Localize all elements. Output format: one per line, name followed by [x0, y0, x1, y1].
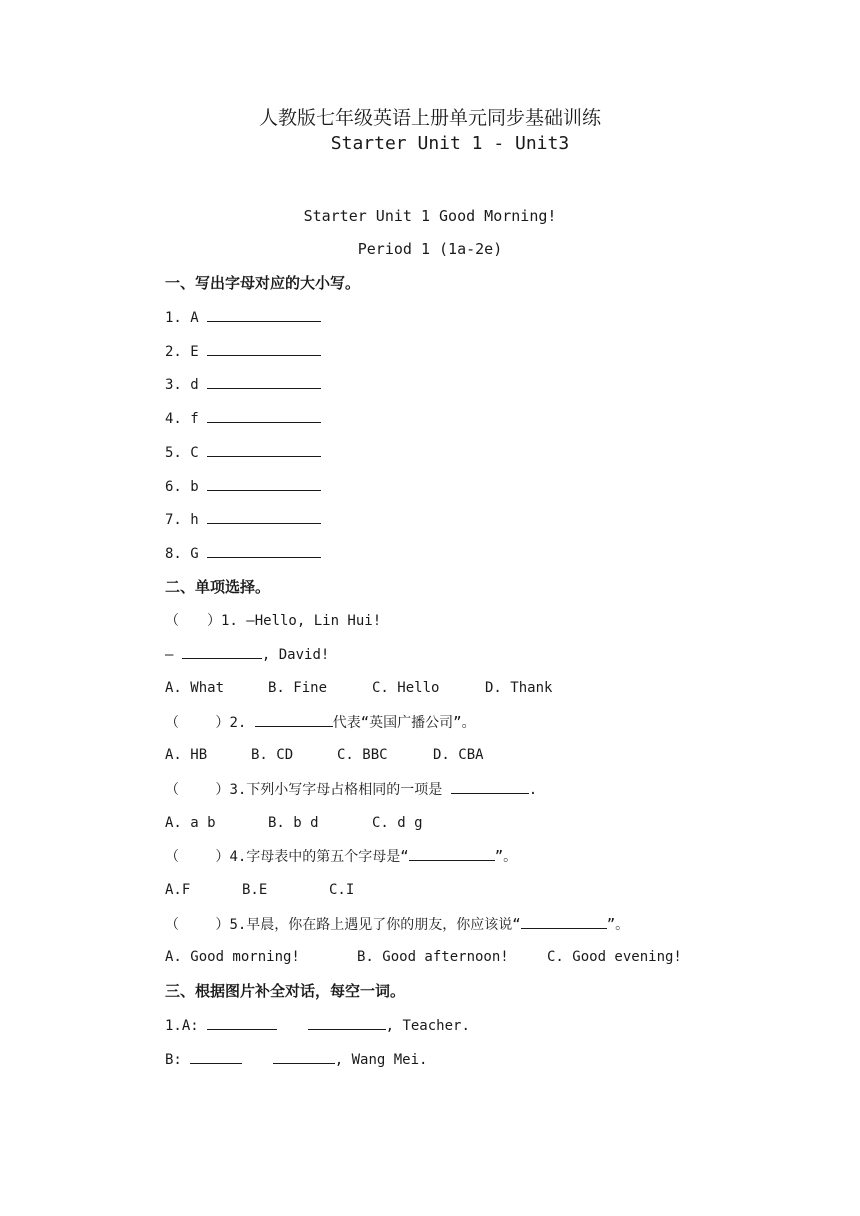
option: B. CD	[251, 747, 294, 763]
answer-blank[interactable]	[207, 307, 321, 322]
answer-blank[interactable]	[255, 712, 333, 727]
question-4	[165, 846, 517, 867]
option: B. Good afternoon!	[357, 949, 509, 965]
reply-dash: —	[165, 647, 174, 663]
option: B.E	[242, 882, 268, 898]
item-letter: C	[190, 445, 199, 461]
answer-blank[interactable]	[207, 374, 321, 389]
option: C. BBC	[337, 747, 388, 763]
item-number: 2.	[165, 344, 182, 360]
answer-blank[interactable]	[207, 476, 321, 491]
option: D. CBA	[433, 747, 484, 763]
item-number: 3.	[165, 377, 182, 393]
item-number: 7.	[165, 512, 182, 528]
section-1-heading: 一、写出字母对应的大小写。	[165, 274, 361, 292]
option: C.I	[329, 882, 355, 898]
answer-paren[interactable]: （ ）	[165, 715, 230, 731]
item-letter: f	[190, 411, 199, 427]
option: A. What	[165, 680, 225, 696]
option: D. Thank	[485, 680, 553, 696]
item-number: 6.	[165, 479, 182, 495]
answer-paren[interactable]: （ ）	[165, 613, 221, 629]
question-4-options	[165, 880, 354, 900]
question-2-options	[165, 745, 484, 765]
question-end: ”。	[606, 917, 630, 933]
document-subtitle: Starter Unit 1 - Unit3	[330, 133, 570, 154]
question-2	[165, 712, 476, 733]
reply-text: , David!	[261, 647, 330, 663]
question-end: ”。	[494, 849, 518, 865]
section-2-heading: 二、单项选择。	[165, 578, 271, 596]
option: C. Good evening!	[547, 949, 682, 965]
letter-item	[165, 442, 321, 463]
question-end: .	[528, 782, 538, 798]
item-letter: d	[190, 377, 199, 393]
option: A. Good morning!	[165, 949, 300, 965]
option: C. d g	[372, 815, 423, 831]
item-letter: G	[190, 546, 199, 562]
answer-blank[interactable]	[308, 1015, 386, 1030]
unit-title: Starter Unit 1 Good Morning!	[303, 207, 557, 225]
section-3-heading: 三、根据图片补全对话，每空一词。	[165, 982, 406, 1000]
letter-item	[165, 476, 321, 497]
question-stem: 5.早晨，你在路上遇见了你的朋友，你应该说“	[229, 917, 521, 933]
question-stem: 3.下列小写字母占格相同的一项是	[229, 782, 443, 798]
dialogue-text: , Teacher.	[385, 1018, 470, 1034]
item-letter: b	[190, 479, 199, 495]
answer-blank[interactable]	[190, 1049, 242, 1064]
letter-item	[165, 408, 321, 429]
option: C. Hello	[372, 680, 440, 696]
question-1-options	[165, 678, 552, 698]
question-1-reply	[165, 644, 329, 665]
option: A.F	[165, 882, 191, 898]
item-number: 8.	[165, 546, 182, 562]
dialogue-text: , Wang Mei.	[334, 1052, 428, 1068]
answer-blank[interactable]	[409, 846, 495, 861]
speaker-label: B:	[165, 1052, 182, 1068]
answer-paren[interactable]: （ ）	[165, 782, 230, 798]
option: B. Fine	[268, 680, 328, 696]
answer-blank[interactable]	[451, 779, 529, 794]
letter-item	[165, 341, 321, 362]
question-5-options	[165, 947, 682, 967]
answer-blank[interactable]	[207, 1015, 277, 1030]
letter-item	[165, 543, 321, 564]
question-3-options	[165, 813, 423, 833]
answer-blank[interactable]	[207, 408, 321, 423]
answer-blank[interactable]	[182, 644, 262, 659]
answer-blank[interactable]	[273, 1049, 335, 1064]
question-text: 代表“英国广播公司”。	[332, 715, 476, 731]
question-stem: 1. —Hello, Lin Hui!	[221, 613, 382, 629]
speaker-label: 1.A:	[165, 1018, 199, 1034]
answer-paren[interactable]: （ ）	[165, 849, 230, 865]
answer-blank[interactable]	[521, 914, 607, 929]
item-number: 1.	[165, 310, 182, 326]
item-number: 4.	[165, 411, 182, 427]
letter-item	[165, 509, 321, 530]
item-letter: A	[190, 310, 199, 326]
letter-item	[165, 374, 321, 395]
dialogue-line-a	[165, 1015, 470, 1036]
option: A. a b	[165, 815, 216, 831]
answer-blank[interactable]	[207, 442, 321, 457]
question-5	[165, 914, 629, 935]
option: A. HB	[165, 747, 208, 763]
question-3	[165, 779, 537, 800]
period-label: Period 1 (1a-2e)	[357, 240, 503, 258]
dialogue-line-b	[165, 1049, 427, 1070]
question-1	[165, 611, 381, 631]
answer-blank[interactable]	[207, 543, 321, 558]
document-title: 人教版七年级英语上册单元同步基础训练	[258, 107, 601, 129]
answer-blank[interactable]	[207, 341, 321, 356]
item-letter: E	[190, 344, 199, 360]
question-number: 2.	[229, 715, 247, 731]
option: B. b d	[268, 815, 319, 831]
item-letter: h	[190, 512, 199, 528]
question-stem: 4.字母表中的第五个字母是“	[229, 849, 409, 865]
letter-item	[165, 307, 321, 328]
answer-blank[interactable]	[207, 509, 321, 524]
answer-paren[interactable]: （ ）	[165, 917, 230, 933]
item-number: 5.	[165, 445, 182, 461]
